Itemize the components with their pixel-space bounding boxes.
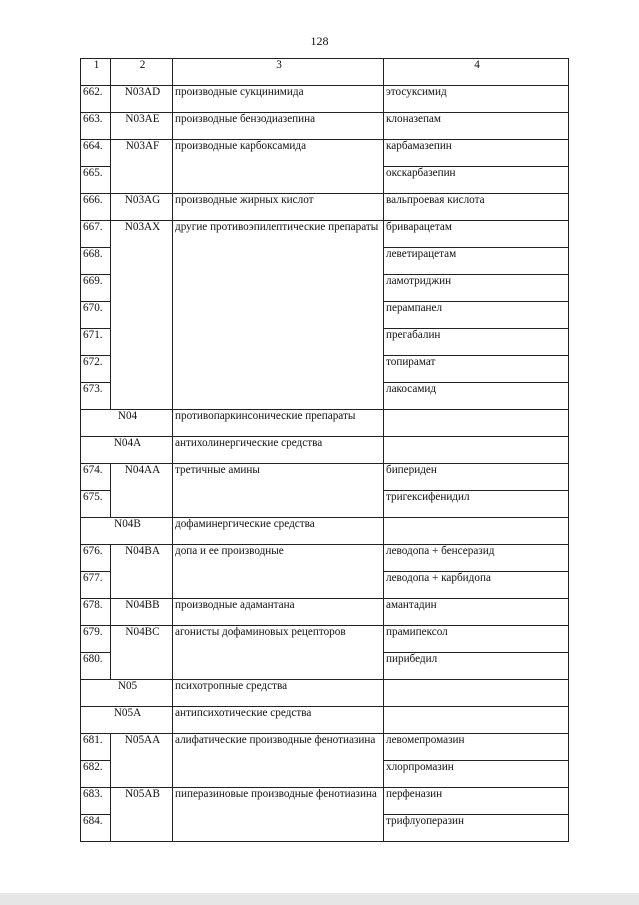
- row-number: 671.: [81, 329, 111, 356]
- row-number: 669.: [81, 275, 111, 302]
- atc-description: производные жирных кислот: [173, 194, 384, 221]
- group-row: [81, 410, 569, 437]
- drug-name: пирибедил: [384, 653, 569, 680]
- empty-cell: [384, 410, 569, 437]
- table-row: [81, 734, 569, 761]
- group-code: N05A: [81, 707, 173, 734]
- table-row: [81, 140, 569, 167]
- atc-code: N03AX: [111, 221, 173, 410]
- row-number: 663.: [81, 113, 111, 140]
- group-code: N04: [81, 410, 173, 437]
- atc-description: производные бензодиазепина: [173, 113, 384, 140]
- drug-name: амантадин: [384, 599, 569, 626]
- row-number: 681.: [81, 734, 111, 761]
- drug-name: хлорпромазин: [384, 761, 569, 788]
- column-header-4: 4: [384, 59, 569, 86]
- atc-description: производные карбоксамида: [173, 140, 384, 194]
- atc-code: N04BA: [111, 545, 173, 599]
- atc-code: N04AA: [111, 464, 173, 518]
- row-number: 680.: [81, 653, 111, 680]
- group-description: антипсихотические средства: [173, 707, 384, 734]
- empty-cell: [384, 437, 569, 464]
- atc-description: другие противоэпилептические препараты: [173, 221, 384, 410]
- table-row: [81, 464, 569, 491]
- row-number: 674.: [81, 464, 111, 491]
- group-description: психотропные средства: [173, 680, 384, 707]
- drug-name: клоназепам: [384, 113, 569, 140]
- row-number: 684.: [81, 815, 111, 842]
- drug-name: этосуксимид: [384, 86, 569, 113]
- row-number: 682.: [81, 761, 111, 788]
- group-row: [81, 707, 569, 734]
- table-row: [81, 221, 569, 248]
- row-number: 683.: [81, 788, 111, 815]
- table-row: [81, 545, 569, 572]
- empty-cell: [384, 707, 569, 734]
- column-header-3: 3: [173, 59, 384, 86]
- row-number: 679.: [81, 626, 111, 653]
- drug-name: топирамат: [384, 356, 569, 383]
- atc-description: пиперазиновые производные фенотиазина: [173, 788, 384, 842]
- table-row: [81, 626, 569, 653]
- row-number: 672.: [81, 356, 111, 383]
- atc-description: агонисты дофаминовых рецепторов: [173, 626, 384, 680]
- table-row: [81, 86, 569, 113]
- drug-name: прамипексол: [384, 626, 569, 653]
- scan-bottom-edge: [0, 893, 639, 905]
- group-code: N04A: [81, 437, 173, 464]
- atc-code: N03AE: [111, 113, 173, 140]
- row-number: 670.: [81, 302, 111, 329]
- table-row: [81, 113, 569, 140]
- drug-name: бипериден: [384, 464, 569, 491]
- atc-code: N05AA: [111, 734, 173, 788]
- row-number: 664.: [81, 140, 111, 167]
- group-description: противопаркинсонические препараты: [173, 410, 384, 437]
- column-header-1: 1: [81, 59, 111, 86]
- drug-name: прегабалин: [384, 329, 569, 356]
- atc-description: алифатические производные фенотиазина: [173, 734, 384, 788]
- row-number: 676.: [81, 545, 111, 572]
- drug-name: трифлуоперазин: [384, 815, 569, 842]
- empty-cell: [384, 680, 569, 707]
- row-number: 678.: [81, 599, 111, 626]
- group-description: дофаминергические средства: [173, 518, 384, 545]
- atc-code: N03AF: [111, 140, 173, 194]
- atc-code: N04BC: [111, 626, 173, 680]
- group-code: N05: [81, 680, 173, 707]
- drug-name: перампанел: [384, 302, 569, 329]
- table-header-row: [81, 59, 569, 86]
- drug-name: леводопа + бенсеразид: [384, 545, 569, 572]
- row-number: 675.: [81, 491, 111, 518]
- row-number: 673.: [81, 383, 111, 410]
- group-row: [81, 518, 569, 545]
- atc-description: производные сукцинимида: [173, 86, 384, 113]
- table-row: [81, 788, 569, 815]
- drug-name: тригексифенидил: [384, 491, 569, 518]
- atc-description: третичные амины: [173, 464, 384, 518]
- drug-name: леветирацетам: [384, 248, 569, 275]
- atc-code: N04BB: [111, 599, 173, 626]
- drug-name: леводопа + карбидопа: [384, 572, 569, 599]
- table-row: [81, 599, 569, 626]
- atc-description: производные адамантана: [173, 599, 384, 626]
- drug-name: левомепромазин: [384, 734, 569, 761]
- page-number: 128: [310, 34, 329, 48]
- group-row: [81, 680, 569, 707]
- empty-cell: [384, 518, 569, 545]
- group-description: антихолинергические средства: [173, 437, 384, 464]
- atc-code: N03AG: [111, 194, 173, 221]
- drug-name: ламотриджин: [384, 275, 569, 302]
- drug-name: лакосамид: [384, 383, 569, 410]
- row-number: 677.: [81, 572, 111, 599]
- table-row: [81, 194, 569, 221]
- row-number: 662.: [81, 86, 111, 113]
- atc-code: N03AD: [111, 86, 173, 113]
- drug-name: карбамазепин: [384, 140, 569, 167]
- row-number: 668.: [81, 248, 111, 275]
- column-header-2: 2: [111, 59, 173, 86]
- drug-name: окскарбазепин: [384, 167, 569, 194]
- atc-description: допа и ее производные: [173, 545, 384, 599]
- atc-code: N05AB: [111, 788, 173, 842]
- group-row: [81, 437, 569, 464]
- drug-name: вальпроевая кислота: [384, 194, 569, 221]
- drug-name: бриварацетам: [384, 221, 569, 248]
- group-code: N04B: [81, 518, 173, 545]
- drug-name: перфеназин: [384, 788, 569, 815]
- row-number: 667.: [81, 221, 111, 248]
- drug-registry-table: [80, 58, 569, 842]
- row-number: 665.: [81, 167, 111, 194]
- row-number: 666.: [81, 194, 111, 221]
